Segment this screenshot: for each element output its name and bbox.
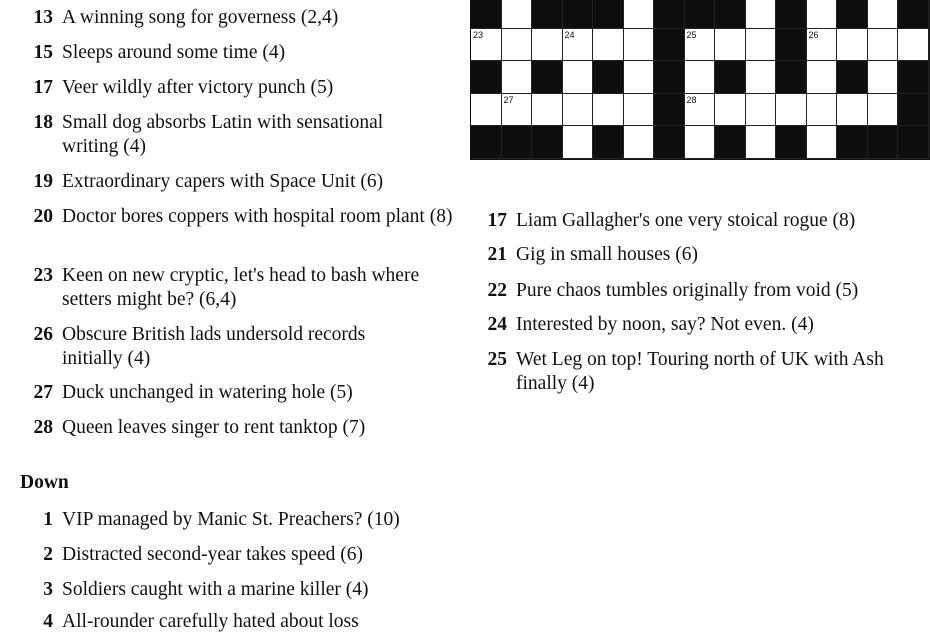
grid-block — [868, 126, 899, 159]
across-clue-26[interactable] — [30, 323, 425, 371]
clue-text: Liam Gallagher's one very stoical rogue (8) — [516, 210, 856, 231]
grid-block — [593, 0, 624, 29]
across-clue-19[interactable] — [30, 170, 470, 194]
clue-number: 24 — [487, 314, 507, 335]
clue-text: All-rounder carefully hated about loss — [62, 611, 359, 632]
down-clue-2[interactable] — [30, 543, 470, 567]
down-heading: Down — [20, 472, 69, 493]
clue-text: Keen on new cryptic, let's head to bash where setters might be? (6,4) — [62, 265, 420, 310]
grid-block — [837, 126, 868, 159]
grid-cell[interactable] — [898, 29, 929, 62]
clue-number: 21 — [487, 244, 507, 265]
clue-number: 17 — [487, 210, 507, 231]
clue-text: Gig in small houses (6) — [516, 244, 698, 265]
down-clue-21[interactable] — [484, 243, 924, 267]
grid-cell[interactable] — [624, 61, 655, 94]
clue-text: Wet Leg on top! Touring north of UK with Ash finally (4) — [516, 349, 884, 394]
grid-block — [532, 126, 563, 159]
grid-cell[interactable] — [746, 61, 777, 94]
down-clue-24[interactable] — [484, 313, 924, 337]
grid-cell[interactable] — [746, 126, 777, 159]
grid-cell[interactable] — [807, 0, 838, 29]
clue-number: 4 — [43, 611, 53, 632]
grid-block — [471, 0, 502, 29]
clue-number: 26 — [33, 324, 53, 345]
across-clue-20[interactable] — [30, 205, 462, 229]
grid-cell[interactable] — [837, 94, 868, 127]
grid-block — [654, 0, 685, 29]
grid-cell[interactable] — [685, 126, 716, 159]
grid-cell[interactable] — [837, 29, 868, 62]
grid-block — [776, 126, 807, 159]
clue-number: 17 — [33, 77, 53, 98]
grid-cell[interactable] — [746, 94, 777, 127]
grid-block — [898, 94, 929, 127]
grid-cell[interactable] — [685, 94, 716, 127]
clue-text: Veer wildly after victory punch (5) — [62, 77, 334, 98]
grid-cell[interactable] — [685, 29, 716, 62]
clue-number: 3 — [43, 579, 53, 600]
grid-block — [654, 61, 685, 94]
clue-number: 23 — [33, 265, 53, 286]
grid-block — [776, 0, 807, 29]
grid-cell[interactable] — [715, 29, 746, 62]
grid-block — [593, 126, 624, 159]
grid-cell[interactable] — [807, 94, 838, 127]
clue-text: Duck unchanged in watering hole (5) — [62, 382, 353, 403]
clue-text: Sleeps around some time (4) — [62, 42, 286, 63]
down-clue-25[interactable] — [484, 348, 894, 396]
grid-cell[interactable] — [776, 94, 807, 127]
grid-block — [776, 61, 807, 94]
grid-cell[interactable] — [715, 94, 746, 127]
grid-cell[interactable] — [502, 94, 533, 127]
grid-block — [837, 61, 868, 94]
clue-text: Obscure British lads undersold records initially (4) — [62, 324, 366, 369]
grid-block — [898, 126, 929, 159]
cell-number: 24 — [564, 29, 575, 40]
clue-number: 27 — [33, 382, 53, 403]
down-clue-1[interactable] — [30, 508, 470, 532]
grid-cell[interactable] — [502, 29, 533, 62]
clue-text: Pure chaos tumbles originally from void (5) — [516, 280, 859, 301]
across-clue-23[interactable] — [30, 264, 462, 312]
grid-cell[interactable] — [502, 0, 533, 29]
grid-cell[interactable] — [868, 94, 899, 127]
clue-number: 25 — [487, 349, 507, 370]
clue-text: Soldiers caught with a marine killer (4) — [62, 579, 369, 600]
clue-number: 19 — [33, 171, 53, 192]
cell-number: 25 — [686, 29, 697, 40]
grid-cell[interactable] — [532, 94, 563, 127]
down-clue-22[interactable] — [484, 279, 924, 303]
grid-cell[interactable] — [471, 29, 502, 62]
clue-number: 1 — [43, 509, 53, 530]
grid-cell[interactable] — [563, 126, 594, 159]
crossword-grid — [470, 0, 930, 160]
grid-block — [471, 126, 502, 159]
grid-cell[interactable] — [471, 94, 502, 127]
grid-block — [715, 61, 746, 94]
grid-block — [776, 29, 807, 62]
grid-block — [654, 29, 685, 62]
grid-block — [654, 94, 685, 127]
down-clue-3[interactable] — [30, 578, 470, 602]
clue-text: Interested by noon, say? Not even. (4) — [516, 314, 814, 335]
grid-cell[interactable] — [624, 0, 655, 29]
cell-number: 23 — [473, 29, 484, 40]
clue-text: Queen leaves singer to rent tanktop (7) — [62, 417, 366, 438]
grid-block — [593, 61, 624, 94]
clue-number: 15 — [33, 42, 53, 63]
across-clue-27[interactable] — [30, 381, 470, 405]
across-clue-28[interactable] — [30, 416, 470, 440]
grid-block — [532, 0, 563, 29]
grid-block — [471, 61, 502, 94]
clue-number: 28 — [33, 417, 53, 438]
grid-cell[interactable] — [624, 29, 655, 62]
grid-block — [532, 61, 563, 94]
across-clue-15[interactable] — [30, 41, 470, 65]
grid-block — [715, 0, 746, 29]
down-clue-4[interactable] — [30, 610, 470, 634]
clue-text: Distracted second-year takes speed (6) — [62, 544, 364, 565]
grid-cell[interactable] — [563, 61, 594, 94]
grid-block — [715, 126, 746, 159]
clue-number: 18 — [33, 112, 53, 133]
clue-text: Extraordinary capers with Space Unit (6) — [62, 171, 384, 192]
grid-cell[interactable] — [624, 126, 655, 159]
grid-cell[interactable] — [746, 0, 777, 29]
cell-number: 27 — [503, 94, 514, 105]
grid-cell[interactable] — [593, 94, 624, 127]
grid-block — [685, 0, 716, 29]
grid-cell[interactable] — [746, 29, 777, 62]
across-clue-13[interactable] — [30, 6, 470, 30]
grid-block — [502, 126, 533, 159]
grid-cell[interactable] — [563, 29, 594, 62]
cell-number: 26 — [808, 29, 819, 40]
grid-cell[interactable] — [624, 94, 655, 127]
grid-cell[interactable] — [807, 29, 838, 62]
grid-cell[interactable] — [685, 61, 716, 94]
across-clue-17[interactable] — [30, 76, 470, 100]
clue-number: 22 — [487, 280, 507, 301]
grid-cell[interactable] — [593, 29, 624, 62]
grid-block — [563, 0, 594, 29]
grid-cell[interactable] — [868, 0, 899, 29]
grid-cell[interactable] — [807, 126, 838, 159]
clue-number: 20 — [33, 206, 53, 227]
cell-number: 28 — [686, 94, 697, 105]
grid-block — [837, 0, 868, 29]
clue-number: 2 — [43, 544, 53, 565]
grid-cell[interactable] — [868, 29, 899, 62]
across-clue-18[interactable] — [30, 111, 425, 159]
grid-cell[interactable] — [532, 29, 563, 62]
clue-text: VIP managed by Manic St. Preachers? (10) — [62, 509, 400, 530]
clue-text: Small dog absorbs Latin with sensational writing (4) — [62, 112, 384, 157]
grid-cell[interactable] — [868, 61, 899, 94]
clue-text: Doctor bores coppers with hospital room plant (8) — [62, 206, 453, 227]
grid-cell[interactable] — [563, 94, 594, 127]
grid-cell[interactable] — [502, 61, 533, 94]
grid-block — [898, 0, 929, 29]
down-clue-17[interactable] — [484, 209, 924, 233]
grid-block — [898, 61, 929, 94]
clue-text: A winning song for governess (2,4) — [62, 7, 339, 28]
clue-number: 13 — [33, 7, 53, 28]
grid-cell[interactable] — [807, 61, 838, 94]
grid-block — [654, 126, 685, 159]
